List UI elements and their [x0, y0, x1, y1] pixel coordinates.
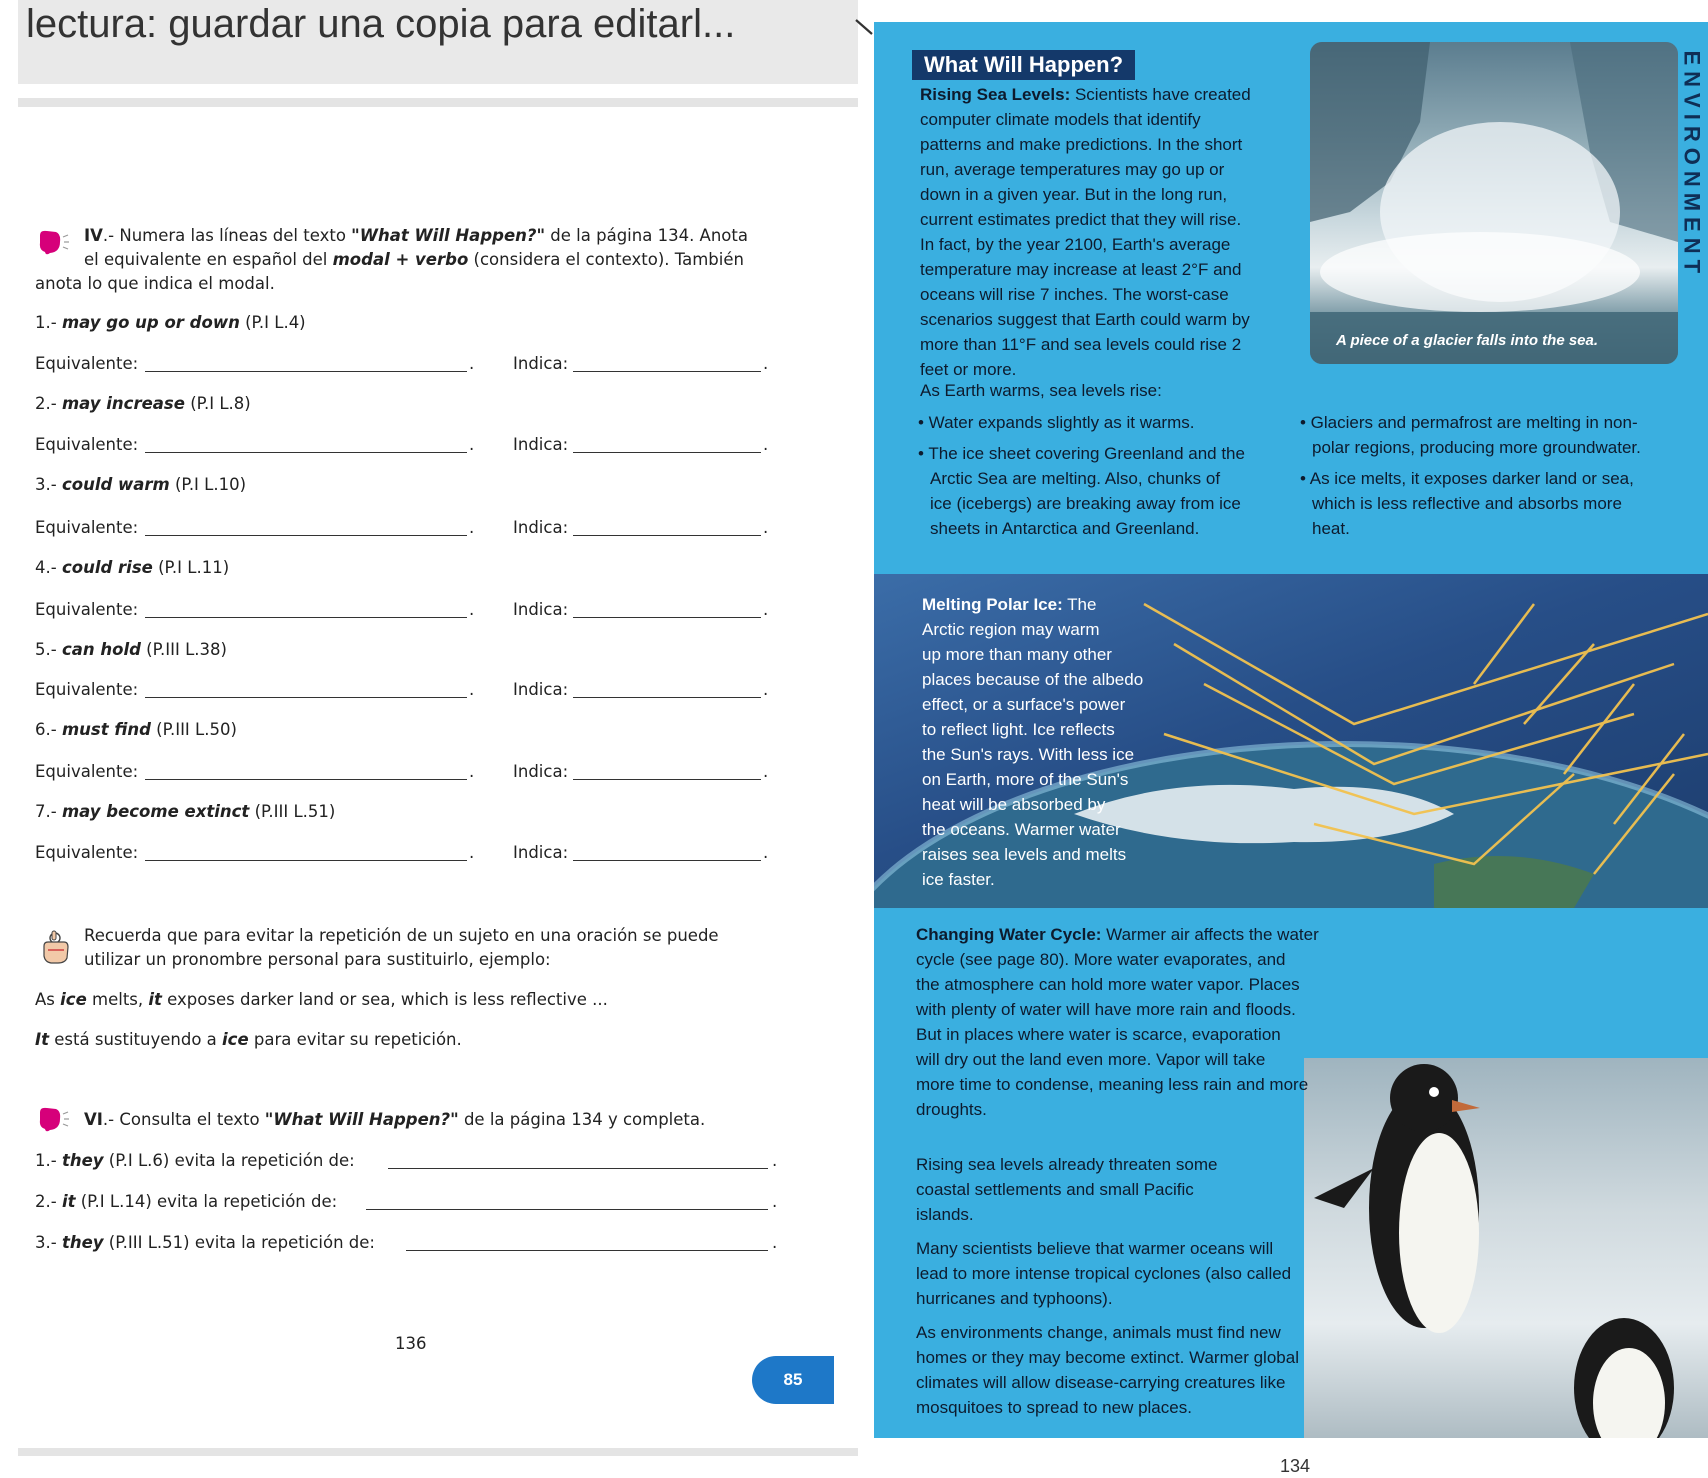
item-modal: may go up or down: [61, 313, 240, 332]
dot: .: [763, 435, 769, 454]
environment-label: ENVIRONMENT: [1679, 50, 1705, 280]
dot: .: [763, 762, 769, 781]
text-line: In fact, by the year 2100, Earth's average: [920, 235, 1231, 254]
item-modal: may become extinct: [61, 802, 250, 821]
item-modal: must find: [61, 720, 151, 739]
changing-heading: Changing Water Cycle:: [916, 925, 1102, 944]
text-line: up more than many other: [922, 645, 1112, 664]
text-line: with plenty of water will have more rain and floods.: [916, 1000, 1296, 1019]
intro-text: .- Numera las líneas del texto: [102, 226, 352, 245]
dot: .: [469, 518, 475, 537]
indica-blank[interactable]: [573, 697, 761, 698]
glacier-photo: [1310, 42, 1678, 364]
equivalente-blank[interactable]: [145, 697, 467, 698]
penguin-photo: [1304, 1058, 1708, 1438]
answer-blank[interactable]: [388, 1168, 768, 1169]
answer-row: [35, 680, 795, 704]
speaker-icon: [36, 1105, 72, 1135]
text-line: hurricanes and typhoons).: [916, 1289, 1113, 1308]
melting-paragraph: [922, 592, 1172, 892]
text-line: to reflect light. Ice reflects: [922, 720, 1115, 739]
bullet-line: • Water expands slightly as it warms.: [918, 413, 1195, 432]
rising-heading: Rising Sea Levels:: [920, 85, 1071, 104]
text-line: scenarios suggest that Earth could warm by: [920, 310, 1250, 329]
exercise-item: [35, 640, 227, 659]
item-number: 1.-: [35, 313, 57, 332]
bottom-page-number: 134: [1280, 1456, 1311, 1476]
indica-label: Indica:: [513, 435, 569, 454]
item-modal: can hold: [61, 640, 141, 659]
text-line: As environments change, animals must find new: [916, 1323, 1281, 1342]
dot: .: [763, 354, 769, 373]
equivalente-blank[interactable]: [145, 535, 467, 536]
exercise-item: [35, 558, 229, 577]
bullet-list-right: [1300, 410, 1700, 541]
bullet-line: • The ice sheet covering Greenland and the: [918, 444, 1245, 463]
item-modal: may increase: [61, 394, 185, 413]
text-line: more than 11°F and sea levels could rise 2: [920, 335, 1242, 354]
text-line: oceans will rise 7 inches. The worst-case: [920, 285, 1229, 304]
indica-blank[interactable]: [573, 617, 761, 618]
explain-subject: ice: [222, 1030, 249, 1049]
text-line: temperature may increase at least 2°F and: [920, 260, 1242, 279]
explain-text: está sustituyendo a: [49, 1030, 223, 1049]
explain-pronoun: It: [35, 1030, 50, 1049]
indica-label: Indica:: [513, 680, 569, 699]
item-pronoun: they: [61, 1233, 104, 1252]
text-line: feet or more.: [920, 360, 1017, 379]
modal-verb-emphasis: modal + verbo: [332, 250, 469, 269]
divider: [18, 98, 858, 107]
text-line: homes or they may become extinct. Warmer global: [916, 1348, 1299, 1367]
dot: .: [469, 600, 475, 619]
melting-heading: Melting Polar Ice:: [922, 595, 1063, 614]
pronoun-item: [35, 1233, 375, 1252]
divider: [18, 1448, 858, 1456]
bullet-line: which is less reflective and absorbs more: [1312, 494, 1622, 513]
rising-sea-levels-section: [874, 22, 1708, 574]
rising-sea-levels-paragraph: [920, 82, 1340, 382]
item-number: 3.-: [35, 1233, 57, 1252]
example-subject: ice: [60, 990, 87, 1009]
dot: .: [469, 354, 475, 373]
text-line: will dry out the land even more. Vapor will take: [916, 1050, 1266, 1069]
text-line: lead to more intense tropical cyclones (also called: [916, 1264, 1292, 1283]
text-line: raises sea levels and melts: [922, 845, 1127, 864]
bullet-line: sheets in Antarctica and Greenland.: [930, 519, 1200, 538]
equivalente-label: Equivalente:: [35, 435, 139, 454]
item-reference: (P.I L.11): [158, 558, 230, 577]
example-text: exposes darker land or sea, which is less reflective ...: [161, 990, 608, 1009]
section-iv-intro-line1: [84, 226, 748, 245]
text-line: current estimates predict that they will rise.: [920, 210, 1242, 229]
section-iv-intro-line3: anota lo que indica el modal.: [35, 274, 275, 293]
example-pronoun: it: [148, 990, 162, 1009]
exercise-item: [35, 394, 251, 413]
exercise-item: [35, 720, 237, 739]
as-earth-warms: As Earth warms, sea levels rise:: [920, 381, 1162, 400]
pointing-hand-icon: [38, 928, 72, 966]
item-number: 5.-: [35, 640, 57, 659]
dot: .: [469, 680, 475, 699]
penguin-image: [1304, 1058, 1708, 1438]
item-reference: (P.I L.10): [175, 475, 247, 494]
item-reference: (P.III L.50): [156, 720, 237, 739]
document-title[interactable]: lectura: guardar una copia para editarl...: [26, 2, 736, 46]
indica-blank[interactable]: [573, 779, 761, 780]
bullet-list-left: [918, 410, 1298, 541]
item-reference: (P.I L.4): [245, 313, 306, 332]
dot: .: [772, 1192, 778, 1211]
text-line: coastal settlements and small Pacific: [916, 1180, 1194, 1199]
text-line: run, average temperatures may go up or: [920, 160, 1225, 179]
indica-label: Indica:: [513, 354, 569, 373]
worksheet-page-number: 136: [395, 1334, 427, 1353]
intro-text: de la página 134. Anota: [545, 226, 748, 245]
item-reference: (P.III L.51): [254, 802, 336, 821]
text-line: down in a given year. But in the long run,: [920, 185, 1228, 204]
example-text: melts,: [86, 990, 149, 1009]
text-line: Warmer air affects the water: [1101, 925, 1319, 944]
bullet-line: heat.: [1312, 519, 1350, 538]
text-line: Many scientists believe that warmer oceans will: [916, 1239, 1274, 1258]
dot: .: [763, 600, 769, 619]
intro-text: .- Consulta el texto: [102, 1110, 265, 1129]
equivalente-label: Equivalente:: [35, 762, 139, 781]
pronoun-item: [35, 1151, 355, 1170]
item-text: (P.I L.14) evita la repetición de:: [75, 1192, 338, 1211]
answer-row: [35, 435, 795, 459]
side-label: [1680, 52, 1704, 372]
indica-blank[interactable]: [573, 535, 761, 536]
item-reference: (P.III L.38): [146, 640, 227, 659]
item-number: 7.-: [35, 802, 57, 821]
equivalente-label: Equivalente:: [35, 843, 139, 862]
text-line: computer climate models that identify: [920, 110, 1201, 129]
equivalente-blank[interactable]: [145, 617, 467, 618]
reminder-explanation: [35, 1030, 462, 1049]
document-header: [18, 0, 858, 84]
cyclones-paragraph: [916, 1236, 1336, 1311]
text-line: the atmosphere can hold more water vapor. Places: [916, 975, 1300, 994]
indica-blank[interactable]: [573, 371, 761, 372]
answer-blank[interactable]: [406, 1250, 768, 1251]
bullet-line: • As ice melts, it exposes darker land or sea,: [1300, 469, 1634, 488]
reminder-example: [35, 990, 608, 1009]
indica-blank[interactable]: [573, 860, 761, 861]
textbook-page: [874, 22, 1708, 1438]
text-line: islands.: [916, 1205, 974, 1224]
answer-blank[interactable]: [366, 1209, 768, 1210]
bullet-line: Arctic Sea are melting. Also, chunks of: [930, 469, 1221, 488]
book-page-number: 85: [752, 1356, 834, 1404]
exercise-item: [35, 802, 335, 821]
dot: .: [763, 680, 769, 699]
text-line: climates will allow disease-carrying creatures like: [916, 1373, 1286, 1392]
dot: .: [469, 435, 475, 454]
book-title: What Will Happen?: [912, 50, 1135, 80]
explain-text: para evitar su repetición.: [248, 1030, 462, 1049]
item-number: 4.-: [35, 558, 57, 577]
item-reference: (P.I L.8): [190, 394, 251, 413]
text-line: Rising sea levels already threaten some: [916, 1155, 1218, 1174]
item-number: 3.-: [35, 475, 57, 494]
indica-blank[interactable]: [573, 452, 761, 453]
bullet-line: • Glaciers and permafrost are melting in non-: [1300, 413, 1638, 432]
pronoun-item: [35, 1192, 337, 1211]
answer-row: [35, 762, 795, 786]
islands-paragraph: [916, 1152, 1336, 1227]
text-line: the oceans. Warmer water: [922, 820, 1121, 839]
indica-label: Indica:: [513, 762, 569, 781]
item-number: 1.-: [35, 1151, 57, 1170]
equivalente-blank[interactable]: [145, 779, 467, 780]
item-number: 2.-: [35, 1192, 57, 1211]
text-line: patterns and make predictions. In the short: [920, 135, 1243, 154]
exercise-item: [35, 475, 246, 494]
intro-text: de la página 134 y completa.: [458, 1110, 706, 1129]
example-text: As: [35, 990, 61, 1009]
text-line: heat will be absorbed by: [922, 795, 1106, 814]
text-line: But in places where water is scarce, evaporation: [916, 1025, 1281, 1044]
reading-title: "What Will Happen?": [264, 1110, 459, 1129]
item-pronoun: they: [61, 1151, 104, 1170]
text-line: cycle (see page 80). More water evaporates, and: [916, 950, 1286, 969]
glacier-caption: A piece of a glacier falls into the sea.: [1336, 332, 1599, 349]
text-line: more time to condense, meaning less rain and more: [916, 1075, 1309, 1094]
text-line: ice faster.: [922, 870, 995, 889]
text-line: on Earth, more of the Sun's: [922, 770, 1129, 789]
equivalente-label: Equivalente:: [35, 680, 139, 699]
item-modal: could rise: [61, 558, 153, 577]
dot: .: [772, 1233, 778, 1252]
changing-paragraph: [916, 922, 1336, 1122]
answer-row: [35, 354, 795, 378]
item-text: (P.I L.6) evita la repetición de:: [103, 1151, 355, 1170]
answer-row: [35, 843, 795, 867]
melting-polar-ice-section: [874, 574, 1708, 908]
text-line: droughts.: [916, 1100, 987, 1119]
text-line: The: [1062, 595, 1097, 614]
item-number: 6.-: [35, 720, 57, 739]
indica-label: Indica:: [513, 843, 569, 862]
animals-paragraph: [916, 1320, 1336, 1420]
indica-label: Indica:: [513, 518, 569, 537]
dot: .: [763, 843, 769, 862]
text-line: Scientists have created: [1070, 85, 1251, 104]
section-vi-number: VI: [84, 1110, 103, 1129]
equivalente-blank[interactable]: [145, 860, 467, 861]
equivalente-label: Equivalente:: [35, 518, 139, 537]
changing-water-cycle-section: [874, 908, 1708, 1438]
indica-label: Indica:: [513, 600, 569, 619]
text-line: Arctic region may warm: [922, 620, 1100, 639]
item-pronoun: it: [61, 1192, 76, 1211]
dot: .: [763, 518, 769, 537]
equivalente-label: Equivalente:: [35, 354, 139, 373]
reminder-line2: utilizar un pronombre personal para sustituirlo, ejemplo:: [84, 950, 551, 969]
text-line: the Sun's rays. With less ice: [922, 745, 1135, 764]
equivalente-blank[interactable]: [145, 452, 467, 453]
glacier-image: [1310, 42, 1678, 364]
section-iv-number: IV: [84, 226, 103, 245]
section-iv-intro-line2: [84, 250, 744, 269]
intro-text: (considera el contexto). También: [468, 250, 744, 269]
exercise-item: [35, 313, 306, 332]
speaker-icon: [36, 228, 72, 258]
equivalente-blank[interactable]: [145, 371, 467, 372]
bullet-line: polar regions, producing more groundwater.: [1312, 438, 1641, 457]
dot: .: [469, 762, 475, 781]
item-number: 2.-: [35, 394, 57, 413]
text-line: places because of the albedo: [922, 670, 1144, 689]
reminder-line1: Recuerda que para evitar la repetición de un sujeto en una oración se puede: [84, 926, 719, 945]
equivalente-label: Equivalente:: [35, 600, 139, 619]
section-vi-intro: [84, 1110, 705, 1129]
text-line: effect, or a surface's power: [922, 695, 1126, 714]
answer-row: [35, 518, 795, 542]
intro-text: el equivalente en español del: [84, 250, 333, 269]
item-text: (P.III L.51) evita la repetición de:: [103, 1233, 375, 1252]
reading-title: "What Will Happen?": [351, 226, 546, 245]
dot: .: [469, 843, 475, 862]
text-line: mosquitoes to spread to new places.: [916, 1398, 1192, 1417]
answer-row: [35, 600, 795, 624]
item-modal: could warm: [61, 475, 170, 494]
bullet-line: ice (icebergs) are breaking away from ice: [930, 494, 1241, 513]
dot: .: [772, 1151, 778, 1170]
